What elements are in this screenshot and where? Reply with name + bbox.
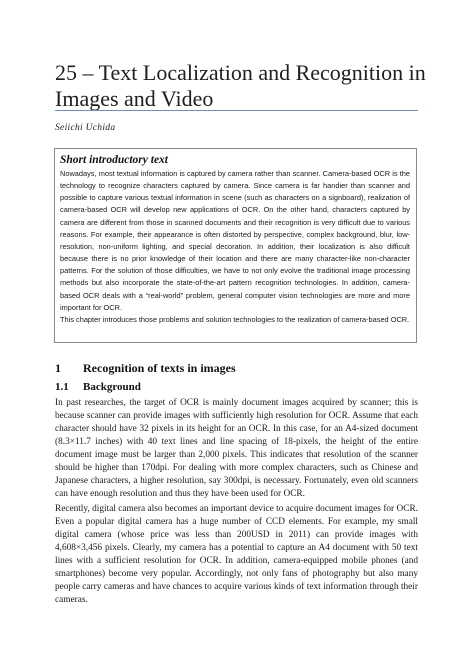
subsection-number: 1.1 xyxy=(55,381,69,393)
subsection-title: Background xyxy=(83,381,141,393)
author-name: Seiichi Uchida xyxy=(55,123,116,133)
section-number: 1 xyxy=(55,361,61,375)
body-paragraph: In past researches, the target of OCR is mainly document images acquired by scanner; this is because scanner can provide images with sufficiently high resolution for OCR. Assume that each character should have 32 pixels in its height for an OCR. In this case, for an A4-sized document (8.3×11.7 inches) with 40 text lines and line spacing of 18-pixels, the height of the entire document image must be larger than 2,000 pixels. This indicates that resolution of the scanner should be higher than 170dpi. For dealing with more complex characters, such as Chinese and Japanese characters, a higher resolution, say 300dpi, is necessary. Fortunately, even old scanners can have enough resolution and thus they have been used for OCR. xyxy=(55,398,418,500)
title-rule xyxy=(55,110,418,111)
chapter-title: 25 – Text Localization and Recognition in Images and Video xyxy=(55,60,426,111)
abstract-paragraph: Nowadays, most textual information is captured by camera rather than scanner. Camera-based OCR is the technology to recognize characters captured by camera. Since camera is far handier than scanner and possible to capture various textual information in scene (such as characters on a signboard), realization of camera-based OCR will develop new applications of OCR. On the other hand, characters captured by camera are different from those in scanned documents and their recognition is very difficult due to various reasons. For example, their appearance is often distorted by perspective, complex background, blur, low-resolution, non-uniform lighting, and special decoration. In addition, their localization is also difficult because there is no prior knowledge of their location and there are many character-like non-character patterns. For the solution of those difficulties, we have to not only evolve the traditional image processing methods but also incorporate the state-of-the-art pattern recognition technologies. In addition, camera-based OCR deals with a “real-world” problem, general computer vision technologies are more and more important for OCR. xyxy=(60,169,410,312)
abstract-heading: Short introductory text xyxy=(60,154,168,166)
abstract-box xyxy=(54,148,417,343)
abstract-paragraph: This chapter introduces those problems and solution technologies to the realization of camera-based OCR. xyxy=(60,314,410,324)
subsection-heading xyxy=(55,381,141,393)
section-heading xyxy=(55,361,236,376)
section-title: Recognition of texts in images xyxy=(83,361,236,375)
body-paragraph: Recently, digital camera also becomes an important device to acquire document images for OCR. Even a popular digital camera has a huge number of CCD elements. For example, my small digital camera (whose price was less than 200USD in 2011) can provide images with 4,608×3,456 pixels. Clearly, my camera has a potential to capture an A4 document with 50 text lines with a sufficient resolution for OCR. In addition, camera-equipped mobile phones (and smartphones) become very popular. Accordingly, not only fans of photography but also many people carry cameras and have chances to acquire various kinds of text information through their cameras. xyxy=(55,504,418,606)
